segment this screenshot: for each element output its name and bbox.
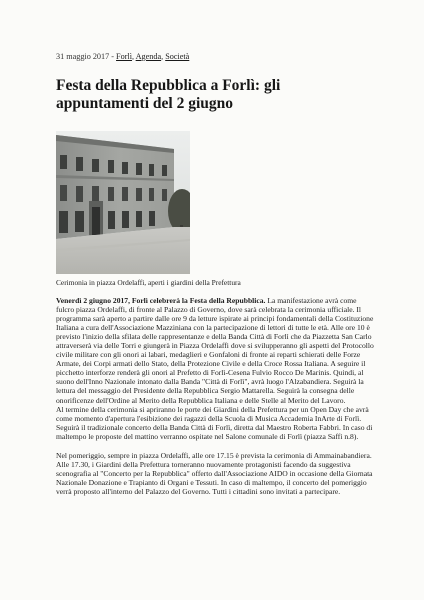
photo-caption: Cerimonia in piazza Ordelaffi, aperti i giardini della Prefettura — [56, 278, 241, 287]
category-link-societa[interactable]: Società — [165, 52, 190, 61]
paragraph-3: Nel pomeriggio, sempre in piazza Ordelaffi, alle ore 17.15 è prevista la cerimonia di Ammainabandiera. Alle 17.30, i Giardini della Prefettura torneranno nuovamente protagonisti facendo da suggestiva scenografia al "Concerto per la Repubblica" offerto dall'Associazione AIDO in occasione della Giornata Nazionale Donazione e Trapianto di Organi e Tessuti. In caso di maltempo, il concerto del pomeriggio verrà proposto all'interno del Palazzo del Governo. Tutti i cittadini sono invitati a partecipare. — [56, 450, 373, 496]
category-link-agenda[interactable]: Agenda — [135, 52, 162, 61]
article-body — [56, 296, 374, 496]
lead-sentence: Venerdì 2 giugno 2017, Forlì celebrerà la Festa della Repubblica. — [56, 296, 266, 305]
paragraph-2: Al termine della cerimonia si apriranno le porte dei Giardini della Prefettura per un Open Day che avrà come momento d'apertura l'esibizione dei ragazzi della Scuola di Musica Accademia InArte di Forlì. Seguirà il tradizionale concerto della Banda Città di Forlì, diretta dal Maestro Roberta Fabbri. In caso di maltempo le proposte del mattino verranno ospitate nel Salone comunale di Forlì (piazza Saffi n.8). — [56, 404, 373, 441]
building-photo-drawing — [56, 131, 190, 274]
article-meta: 31 maggio 2017 - Forlì, Agenda, Società — [56, 52, 190, 61]
building-photo — [56, 131, 190, 274]
paragraph-1: Venerdì 2 giugno 2017, Forlì celebrerà la Festa della Repubblica. La manifestazione avrà come fulcro piazza Ordelaffi, di fronte al Palazzo di Governo, dove sarà celebrata la cerimonia ufficiale. Il programma sarà aperto a partire dalle ore 9 da letture ispirate ai principi fondamentali della Costituzione Italiana a cura dell'Associazione Mazziniana con la partecipazione di lettori di tutte le età. Alle ore 10 è previsto l'inizio della sfilata delle rappresentanze e della Banda Città di Forlì che da Piazzetta San Carlo attraverserà via delle Torri e giungerà in Piazza Ordelaffi dove si svilupperanno gli aspetti del Protocollo civile militare con gli onori ai labari, medaglieri e Gonfaloni di fronte ai reparti schierati delle Forze Armate, dei Corpi armati dello Stato, della Protezione Civile e della Croce Rossa Italiana. A seguire il picchetto interforze renderà gli onori al Prefetto di Forlì-Cesena Fulvio Rocco De Marinis. Quindi, al suono dell'Inno Nazionale intonato dalla Banda "Città di Forlì", avrà luogo l'Alzabandiera. Seguirà la lettura del messaggio del Presidente della Repubblica Sergio Mattarella. Seguirà la consegna delle onorificenze dell'Ordine al Merito della Repubblica Italiana e delle Stelle al Merito del Lavoro. — [56, 296, 374, 405]
article-title: Festa della Repubblica a Forlì: gli appuntamenti del 2 giugno — [56, 77, 281, 113]
category-link-forli[interactable]: Forlì — [116, 52, 132, 61]
article-date: 31 maggio 2017 - — [56, 52, 117, 61]
